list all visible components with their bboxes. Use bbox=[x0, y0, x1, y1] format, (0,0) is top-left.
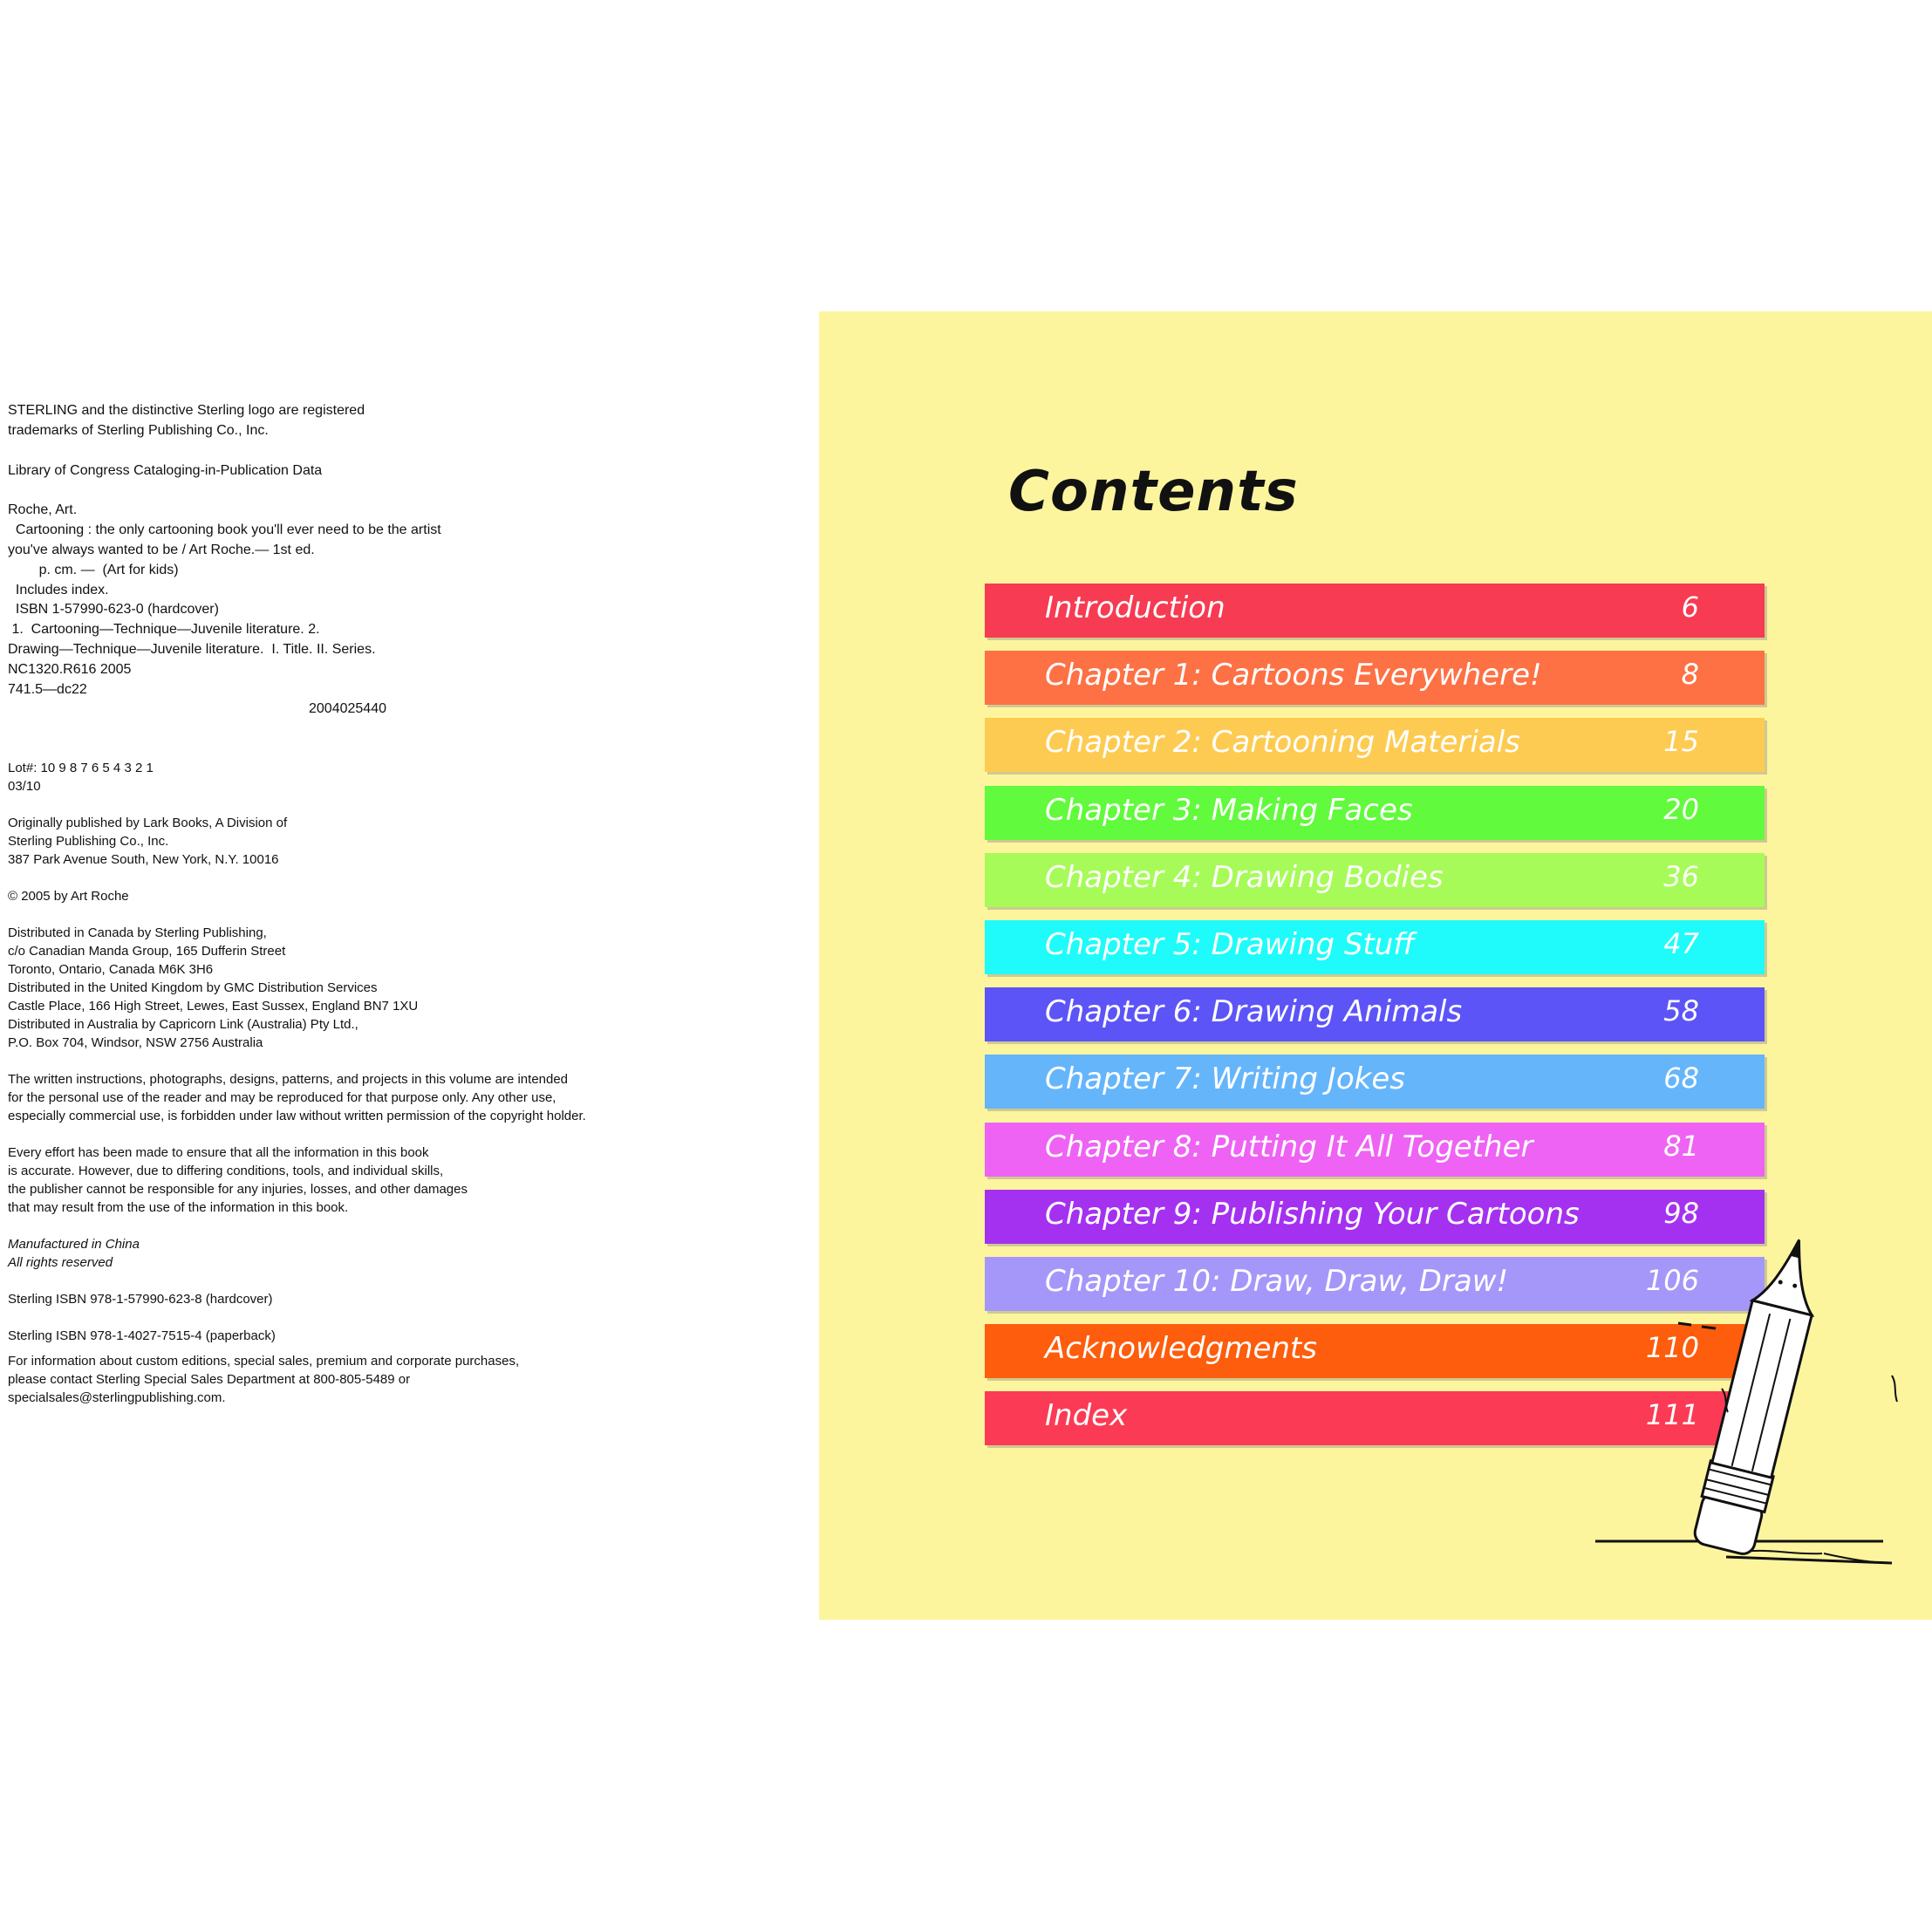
text-line: NC1320.R616 2005 bbox=[8, 661, 132, 677]
toc-label: Chapter 9: Publishing Your Cartoons bbox=[1045, 1197, 1580, 1232]
text-line: Toronto, Ontario, Canada M6K 3H6 bbox=[8, 962, 214, 978]
text-line: for the personal use of the reader and may be reproduced for that purpose only. Any other use, bbox=[8, 1090, 556, 1106]
text-line: Sterling Publishing Co., Inc. bbox=[8, 834, 169, 850]
toc-label: Chapter 10: Draw, Draw, Draw! bbox=[1045, 1264, 1509, 1299]
text-line: P.O. Box 704, Windsor, NSW 2756 Australia bbox=[8, 1035, 263, 1051]
text-line: Originally published by Lark Books, A Division of bbox=[8, 816, 288, 831]
toc-page-number: 6 bbox=[1681, 591, 1699, 624]
toc-page-number: 15 bbox=[1663, 725, 1699, 758]
cip-heading: Library of Congress Cataloging-in-Publication Data bbox=[8, 462, 323, 478]
text-line: Roche, Art. bbox=[8, 502, 78, 518]
toc-page-number: 81 bbox=[1663, 1130, 1699, 1163]
toc-row[interactable] bbox=[985, 651, 1765, 705]
text-line: All rights reserved bbox=[8, 1255, 113, 1271]
text-line: Distributed in Canada by Sterling Publishing, bbox=[8, 925, 267, 941]
text-line: Includes index. bbox=[8, 582, 109, 597]
text-line: that may result from the use of the information in this book. bbox=[8, 1200, 349, 1216]
text-line: Distributed in the United Kingdom by GMC Distribution Services bbox=[8, 980, 378, 996]
copyright-page bbox=[8, 401, 793, 1407]
toc-label: Chapter 6: Drawing Animals bbox=[1045, 994, 1463, 1029]
contents-title: Contents bbox=[1008, 460, 1299, 524]
toc-label: Index bbox=[1045, 1398, 1128, 1433]
text-line: Cartooning : the only cartooning book you'll ever need to be the artist bbox=[8, 522, 441, 538]
toc-page-number: 98 bbox=[1663, 1197, 1699, 1230]
toc-label: Chapter 7: Writing Jokes bbox=[1045, 1062, 1405, 1096]
text-line: especially commercial use, is forbidden under law without written permission of the copyright holder. bbox=[8, 1109, 586, 1124]
toc-row[interactable] bbox=[985, 1123, 1765, 1177]
text-line: Castle Place, 166 High Street, Lewes, East Sussex, England BN7 1XU bbox=[8, 999, 419, 1014]
isbn-paperback: Sterling ISBN 978-1-4027-7515-4 (paperback) bbox=[8, 1328, 276, 1344]
text-line: For information about custom editions, special sales, premium and corporate purchases, bbox=[8, 1354, 520, 1369]
toc-label: Chapter 3: Making Faces bbox=[1045, 793, 1413, 828]
toc-label: Chapter 1: Cartoons Everywhere! bbox=[1045, 658, 1542, 693]
toc-row[interactable] bbox=[985, 987, 1765, 1041]
text-line: p. cm. — (Art for kids) bbox=[8, 562, 179, 577]
pencil-icon bbox=[1595, 1219, 1909, 1602]
toc-label: Acknowledgments bbox=[1045, 1331, 1317, 1366]
text-line: ISBN 1-57990-623-0 (hardcover) bbox=[8, 602, 219, 618]
cip-data bbox=[8, 501, 793, 720]
toc-page-number: 68 bbox=[1663, 1062, 1699, 1095]
contents-page bbox=[819, 311, 1932, 1620]
text-line: Drawing—Technique—Juvenile literature. I. Title. II. Series. bbox=[8, 641, 376, 657]
text-line: please contact Sterling Special Sales Department at 800-805-5489 or bbox=[8, 1372, 411, 1388]
toc-page-number: 47 bbox=[1663, 927, 1699, 960]
toc-row[interactable] bbox=[985, 1055, 1765, 1109]
toc-page-number: 8 bbox=[1681, 658, 1699, 691]
toc-row[interactable] bbox=[985, 920, 1765, 974]
toc-page-number: 110 bbox=[1645, 1331, 1699, 1364]
text-line: 387 Park Avenue South, New York, N.Y. 10016 bbox=[8, 852, 279, 868]
text-line: 741.5—dc22 bbox=[8, 681, 87, 697]
toc-row[interactable] bbox=[985, 584, 1765, 638]
toc-label: Introduction bbox=[1045, 591, 1225, 625]
text-line: is accurate. However, due to differing conditions, tools, and individual skills, bbox=[8, 1164, 444, 1179]
toc-label: Chapter 5: Drawing Stuff bbox=[1045, 927, 1415, 962]
toc-page-number: 36 bbox=[1663, 860, 1699, 893]
printing-details bbox=[8, 759, 793, 1407]
text-line: The written instructions, photographs, designs, patterns, and projects in this volume are intended bbox=[8, 1072, 569, 1088]
text-line: Distributed in Australia by Capricorn Link (Australia) Pty Ltd., bbox=[8, 1017, 358, 1033]
toc-label: Chapter 4: Drawing Bodies bbox=[1045, 860, 1444, 895]
lot-number: Lot#: 10 9 8 7 6 5 4 3 2 1 bbox=[8, 761, 154, 776]
lccn: 2004025440 bbox=[309, 701, 386, 717]
toc-row[interactable] bbox=[985, 853, 1765, 907]
text-line: STERLING and the distinctive Sterling logo are registered bbox=[8, 403, 365, 418]
text-line: c/o Canadian Manda Group, 165 Dufferin Street bbox=[8, 944, 286, 959]
toc-label: Chapter 2: Cartooning Materials bbox=[1045, 725, 1520, 760]
toc-page-number: 111 bbox=[1645, 1398, 1699, 1431]
text-line: you've always wanted to be / Art Roche.— 1st ed. bbox=[8, 542, 315, 557]
text-line: Every effort has been made to ensure that all the information in this book bbox=[8, 1145, 429, 1161]
text-line: specialsales@sterlingpublishing.com. bbox=[8, 1390, 226, 1406]
text-line: trademarks of Sterling Publishing Co., Inc. bbox=[8, 422, 269, 438]
trademark-notice bbox=[8, 401, 793, 441]
text-line: Manufactured in China bbox=[8, 1237, 140, 1253]
toc-page-number: 20 bbox=[1663, 793, 1699, 826]
toc-page-number: 58 bbox=[1663, 994, 1699, 1027]
text-line: 1. Cartooning—Technique—Juvenile literature. 2. bbox=[8, 622, 320, 638]
toc-page-number: 106 bbox=[1645, 1264, 1699, 1297]
print-date: 03/10 bbox=[8, 779, 41, 795]
toc-row[interactable] bbox=[985, 786, 1765, 840]
text-line: the publisher cannot be responsible for any injuries, losses, and other damages bbox=[8, 1182, 468, 1198]
toc-label: Chapter 8: Putting It All Together bbox=[1045, 1130, 1533, 1164]
toc-row[interactable] bbox=[985, 718, 1765, 772]
copyright-line: © 2005 by Art Roche bbox=[8, 889, 129, 905]
isbn-hardcover: Sterling ISBN 978-1-57990-623-8 (hardcover) bbox=[8, 1292, 273, 1307]
